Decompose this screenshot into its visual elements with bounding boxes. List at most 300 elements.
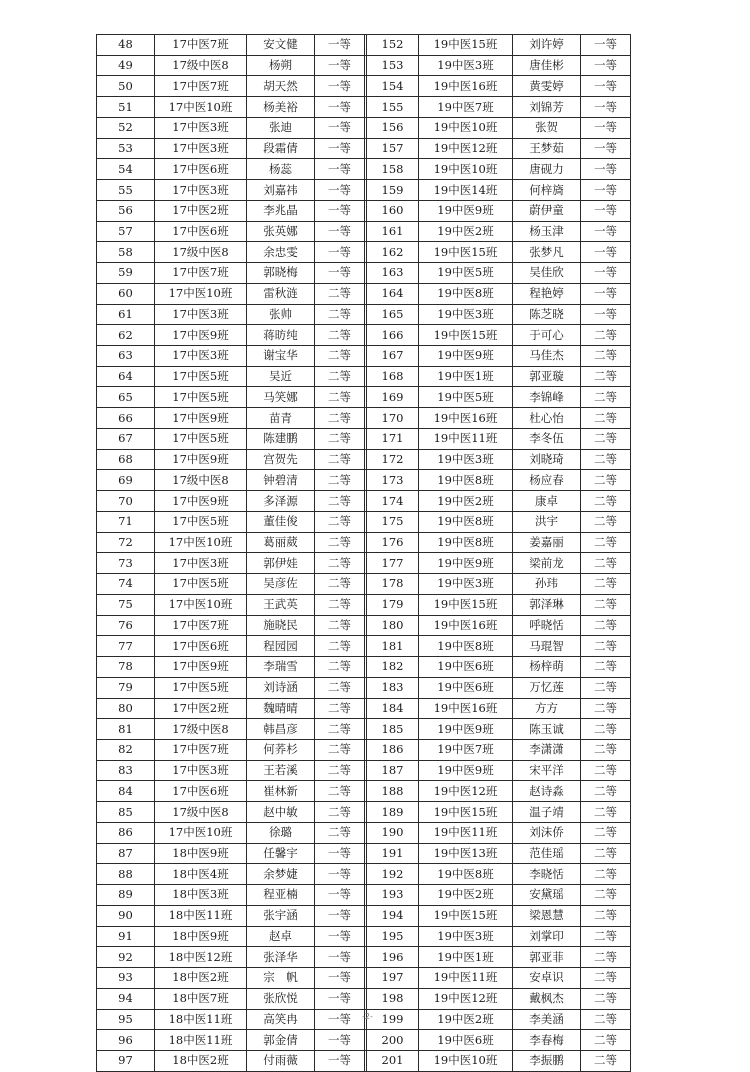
award-grade: 一等 [315,843,365,864]
award-grade: 一等 [315,180,365,201]
class-name: 17中医2班 [155,698,247,719]
class-name: 19中医6班 [419,657,513,678]
class-name: 18中医9班 [155,926,247,947]
table-row [97,35,631,56]
class-name: 19中医8班 [419,532,513,553]
class-name: 17中医7班 [155,739,247,760]
student-name: 李美涵 [513,1009,581,1030]
row-number: 66 [97,408,155,429]
class-name: 17中医3班 [155,760,247,781]
table-row [97,304,631,325]
class-name: 17中医3班 [155,553,247,574]
row-number: 73 [97,553,155,574]
row-number: 55 [97,180,155,201]
table-row [97,760,631,781]
row-number: 93 [97,968,155,989]
row-number: 169 [367,387,419,408]
row-number: 56 [97,200,155,221]
table-row [97,283,631,304]
class-name: 19中医1班 [419,366,513,387]
row-number: 49 [97,55,155,76]
award-grade: 一等 [315,242,365,263]
award-grade: 二等 [581,594,631,615]
row-number: 84 [97,781,155,802]
class-name: 17中医9班 [155,491,247,512]
award-grade: 二等 [315,615,365,636]
student-name: 吴佳欣 [513,263,581,284]
row-number: 200 [367,1030,419,1051]
award-grade: 一等 [581,221,631,242]
row-number: 87 [97,843,155,864]
table-row [97,346,631,367]
award-grade: 二等 [581,843,631,864]
award-grade: 二等 [315,532,365,553]
student-name: 刘嘉祎 [247,180,315,201]
row-number: 79 [97,677,155,698]
student-name: 宋平洋 [513,760,581,781]
student-name: 万忆莲 [513,677,581,698]
student-name: 刘晓琦 [513,449,581,470]
award-grade: 二等 [315,677,365,698]
student-name: 杨朔 [247,55,315,76]
class-name: 17中医10班 [155,532,247,553]
class-name: 19中医5班 [419,387,513,408]
table-row [97,387,631,408]
row-number: 80 [97,698,155,719]
class-name: 17中医5班 [155,574,247,595]
table-row [97,532,631,553]
student-name: 王若溪 [247,760,315,781]
award-grade: 二等 [581,511,631,532]
class-name: 17中医6班 [155,636,247,657]
class-name: 19中医8班 [419,636,513,657]
class-name: 18中医9班 [155,843,247,864]
class-name: 19中医7班 [419,739,513,760]
table-row [97,677,631,698]
row-number: 58 [97,242,155,263]
class-name: 18中医2班 [155,1050,247,1071]
award-grade: 二等 [581,719,631,740]
row-number: 86 [97,822,155,843]
award-grade: 二等 [581,574,631,595]
class-name: 17中医5班 [155,677,247,698]
class-name: 19中医8班 [419,470,513,491]
row-number: 192 [367,864,419,885]
class-name: 19中医16班 [419,76,513,97]
class-name: 19中医15班 [419,242,513,263]
award-grade: 二等 [315,283,365,304]
row-number: 167 [367,346,419,367]
class-name: 17中医5班 [155,428,247,449]
row-number: 96 [97,1030,155,1051]
award-grade: 二等 [315,636,365,657]
award-grade: 二等 [581,387,631,408]
class-name: 19中医12班 [419,138,513,159]
award-list-sheet [96,34,630,1072]
award-grade: 二等 [581,864,631,885]
class-name: 17中医6班 [155,781,247,802]
class-name: 19中医7班 [419,97,513,118]
student-name: 付雨薇 [247,1050,315,1071]
student-name: 张宇涵 [247,905,315,926]
student-name: 张梦凡 [513,242,581,263]
award-grade: 一等 [315,947,365,968]
row-number: 163 [367,263,419,284]
row-number: 68 [97,449,155,470]
row-number: 77 [97,636,155,657]
award-grade: 二等 [581,325,631,346]
table-row [97,574,631,595]
row-number: 53 [97,138,155,159]
row-number: 156 [367,117,419,138]
row-number: 70 [97,491,155,512]
class-name: 19中医8班 [419,511,513,532]
class-name: 19中医13班 [419,843,513,864]
award-grade: 二等 [581,802,631,823]
row-number: 63 [97,346,155,367]
award-grade: 一等 [581,117,631,138]
student-name: 刘许婷 [513,35,581,56]
student-name: 安文健 [247,35,315,56]
class-name: 19中医3班 [419,574,513,595]
row-number: 190 [367,822,419,843]
row-number: 189 [367,802,419,823]
class-name: 19中医5班 [419,263,513,284]
student-name: 温子靖 [513,802,581,823]
class-name: 17中医7班 [155,35,247,56]
student-name: 马琨智 [513,636,581,657]
award-grade: 二等 [581,988,631,1009]
table-row [97,491,631,512]
class-name: 17级中医8 [155,242,247,263]
award-grade: 一等 [581,200,631,221]
class-name: 19中医14班 [419,180,513,201]
award-grade: 二等 [315,739,365,760]
student-name: 郭亚菲 [513,947,581,968]
award-grade: 二等 [581,428,631,449]
award-grade: 一等 [315,97,365,118]
student-name: 李冬伍 [513,428,581,449]
student-name: 杨应春 [513,470,581,491]
class-name: 17中医2班 [155,200,247,221]
row-number: 155 [367,97,419,118]
award-grade: 二等 [315,366,365,387]
student-name: 姜嘉丽 [513,532,581,553]
award-grade: 二等 [315,491,365,512]
row-number: 57 [97,221,155,242]
student-name: 张泽华 [247,947,315,968]
award-grade: 二等 [581,677,631,698]
class-name: 17中医7班 [155,615,247,636]
award-grade: 二等 [581,657,631,678]
row-number: 89 [97,885,155,906]
student-name: 郭金倩 [247,1030,315,1051]
class-name: 17级中医8 [155,470,247,491]
award-grade: 一等 [581,159,631,180]
student-name: 王武英 [247,594,315,615]
table-row [97,988,631,1009]
award-grade: 一等 [315,864,365,885]
award-grade: 一等 [581,76,631,97]
award-grade: 二等 [581,470,631,491]
award-table [96,34,631,1072]
award-grade: 二等 [315,408,365,429]
class-name: 19中医8班 [419,864,513,885]
table-row [97,657,631,678]
row-number: 170 [367,408,419,429]
row-number: 171 [367,428,419,449]
class-name: 19中医2班 [419,491,513,512]
class-name: 19中医12班 [419,781,513,802]
row-number: 158 [367,159,419,180]
student-name: 吴彦佐 [247,574,315,595]
award-grade: 二等 [315,346,365,367]
page-number: -2- [362,1012,373,1021]
class-name: 19中医15班 [419,325,513,346]
award-table-body [97,35,631,1072]
row-number: 76 [97,615,155,636]
student-name: 段霜倩 [247,138,315,159]
student-name: 张欣悦 [247,988,315,1009]
row-number: 173 [367,470,419,491]
award-grade: 一等 [315,221,365,242]
table-row [97,864,631,885]
table-row [97,138,631,159]
row-number: 153 [367,55,419,76]
row-number: 95 [97,1009,155,1030]
award-grade: 一等 [315,885,365,906]
award-grade: 二等 [581,926,631,947]
row-number: 201 [367,1050,419,1071]
row-number: 81 [97,719,155,740]
student-name: 李锦峰 [513,387,581,408]
award-grade: 一等 [581,97,631,118]
student-name: 陈芝晓 [513,304,581,325]
student-name: 李春梅 [513,1030,581,1051]
award-grade: 二等 [581,553,631,574]
award-grade: 一等 [581,138,631,159]
award-grade: 二等 [315,511,365,532]
class-name: 18中医11班 [155,905,247,926]
student-name: 王梦茹 [513,138,581,159]
row-number: 187 [367,760,419,781]
award-grade: 一等 [315,1030,365,1051]
student-name: 安黛瑶 [513,885,581,906]
student-name: 何荞杉 [247,739,315,760]
row-number: 182 [367,657,419,678]
award-grade: 二等 [315,470,365,491]
row-number: 72 [97,532,155,553]
class-name: 17级中医8 [155,719,247,740]
class-name: 17中医9班 [155,408,247,429]
row-number: 48 [97,35,155,56]
student-name: 余忠雯 [247,242,315,263]
row-number: 52 [97,117,155,138]
student-name: 刘锦芳 [513,97,581,118]
award-grade: 一等 [315,76,365,97]
table-row [97,843,631,864]
class-name: 19中医15班 [419,905,513,926]
table-row [97,117,631,138]
row-number: 186 [367,739,419,760]
class-name: 17中医3班 [155,138,247,159]
award-grade: 二等 [581,760,631,781]
class-name: 17中医5班 [155,387,247,408]
row-number: 162 [367,242,419,263]
award-grade: 二等 [581,905,631,926]
row-number: 83 [97,760,155,781]
table-row [97,263,631,284]
student-name: 范佳瑶 [513,843,581,864]
class-name: 17中医3班 [155,304,247,325]
class-name: 19中医10班 [419,159,513,180]
row-number: 82 [97,739,155,760]
award-grade: 二等 [581,346,631,367]
award-grade: 一等 [315,200,365,221]
student-name: 施晓民 [247,615,315,636]
award-grade: 二等 [315,325,365,346]
row-number: 71 [97,511,155,532]
award-grade: 一等 [581,35,631,56]
award-grade: 二等 [315,304,365,325]
award-grade: 二等 [315,719,365,740]
award-grade: 二等 [315,822,365,843]
student-name: 董佳俊 [247,511,315,532]
row-number: 198 [367,988,419,1009]
student-name: 杨蕊 [247,159,315,180]
row-number: 59 [97,263,155,284]
award-grade: 二等 [315,657,365,678]
table-row [97,594,631,615]
table-row [97,719,631,740]
award-grade: 二等 [315,760,365,781]
table-row [97,926,631,947]
row-number: 54 [97,159,155,180]
row-number: 172 [367,449,419,470]
student-name: 安卓识 [513,968,581,989]
class-name: 17中医10班 [155,283,247,304]
award-grade: 二等 [581,1050,631,1071]
row-number: 180 [367,615,419,636]
award-grade: 二等 [581,366,631,387]
table-row [97,802,631,823]
student-name: 李晓恬 [513,864,581,885]
student-name: 郭泽琳 [513,594,581,615]
row-number: 166 [367,325,419,346]
class-name: 19中医15班 [419,594,513,615]
student-name: 任馨宇 [247,843,315,864]
table-row [97,242,631,263]
student-name: 张帅 [247,304,315,325]
class-name: 17级中医8 [155,55,247,76]
student-name: 魏晴晴 [247,698,315,719]
row-number: 50 [97,76,155,97]
class-name: 18中医3班 [155,885,247,906]
student-name: 程亚楠 [247,885,315,906]
row-number: 179 [367,594,419,615]
row-number: 62 [97,325,155,346]
award-grade: 一等 [581,55,631,76]
class-name: 19中医9班 [419,553,513,574]
table-row [97,55,631,76]
student-name: 高笑冉 [247,1009,315,1030]
class-name: 19中医15班 [419,802,513,823]
class-name: 17中医9班 [155,325,247,346]
table-row [97,1050,631,1071]
student-name: 杨梓萌 [513,657,581,678]
student-name: 马佳杰 [513,346,581,367]
class-name: 18中医11班 [155,1030,247,1051]
student-name: 梁前龙 [513,553,581,574]
row-number: 67 [97,428,155,449]
table-row [97,97,631,118]
student-name: 唐佳彬 [513,55,581,76]
row-number: 174 [367,491,419,512]
class-name: 17中医10班 [155,97,247,118]
student-name: 李兆晶 [247,200,315,221]
student-name: 张英娜 [247,221,315,242]
student-name: 康卓 [513,491,581,512]
student-name: 郭亚璇 [513,366,581,387]
student-name: 钟碧清 [247,470,315,491]
class-name: 19中医2班 [419,221,513,242]
class-name: 17中医6班 [155,159,247,180]
row-number: 165 [367,304,419,325]
class-name: 17中医7班 [155,263,247,284]
student-name: 崔林新 [247,781,315,802]
award-grade: 二等 [315,594,365,615]
class-name: 19中医6班 [419,677,513,698]
student-name: 黄雯婷 [513,76,581,97]
class-name: 19中医12班 [419,988,513,1009]
class-name: 18中医11班 [155,1009,247,1030]
row-number: 193 [367,885,419,906]
table-row [97,159,631,180]
award-grade: 二等 [315,698,365,719]
award-grade: 二等 [315,802,365,823]
award-grade: 二等 [581,532,631,553]
table-row [97,905,631,926]
student-name: 苗青 [247,408,315,429]
student-name: 陈玉诚 [513,719,581,740]
row-number: 78 [97,657,155,678]
student-name: 梁恩慧 [513,905,581,926]
class-name: 19中医11班 [419,428,513,449]
class-name: 19中医10班 [419,1050,513,1071]
row-number: 177 [367,553,419,574]
student-name: 赵卓 [247,926,315,947]
award-grade: 二等 [581,885,631,906]
class-name: 19中医15班 [419,35,513,56]
class-name: 19中医2班 [419,1009,513,1030]
student-name: 郭伊娃 [247,553,315,574]
class-name: 19中医2班 [419,885,513,906]
award-grade: 一等 [315,55,365,76]
award-grade: 一等 [581,304,631,325]
table-row [97,449,631,470]
award-grade: 一等 [315,926,365,947]
row-number: 61 [97,304,155,325]
award-grade: 二等 [581,1009,631,1030]
award-grade: 一等 [581,180,631,201]
row-number: 196 [367,947,419,968]
student-name: 韩昌彦 [247,719,315,740]
table-row [97,180,631,201]
table-row [97,968,631,989]
student-name: 杜心怡 [513,408,581,429]
table-row [97,739,631,760]
class-name: 19中医3班 [419,926,513,947]
